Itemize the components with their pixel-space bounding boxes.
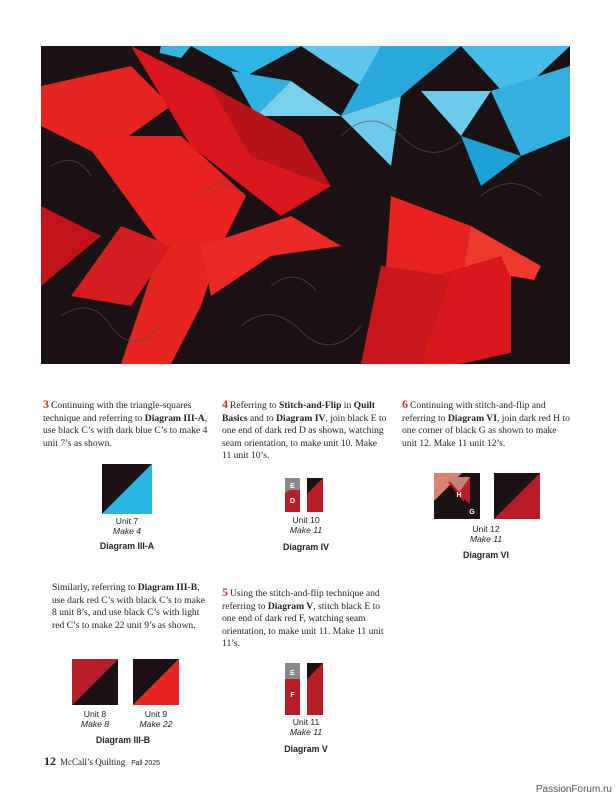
page-footer [44, 754, 160, 769]
magazine-name: McCall’s Quilting [60, 757, 126, 767]
diagram-iv-title: Diagram IV [283, 542, 329, 552]
unit-9-caption: Unit 9 Make 22 [139, 709, 173, 729]
unit-8-block [72, 659, 118, 710]
unit-10-caption: Unit 10 Make 11 [289, 515, 323, 535]
step-6-text: 6 Continuing with stitch-and-flip and referring to Diagram VI, join dark red H to one corner of black G as shown to make unit 12. Make 11 unit 12’s. [402, 397, 570, 449]
label-e: E [290, 483, 295, 490]
step-3b-text: Similarly, referring to Diagram III-B, use dark red C’s with black C’s to make 8 unit 8’s, and use black C’s with light red C’s to make 22 unit 9’s as shown. [52, 582, 205, 631]
diagram-vi-title: Diagram VI [463, 550, 509, 560]
step-4-text: 4 Referring to Stitch-and-Flip in Quilt Basics and to Diagram IV, join black E to one end of dark red D as shown, watching seam orientation, to make unit 10. Make 11 unit 10’s. [222, 397, 387, 462]
step-number: 3 [43, 397, 49, 411]
label-d: D [289, 498, 296, 505]
label-f: F [290, 692, 295, 699]
watermark: PassionForum.ru [535, 784, 612, 795]
unit-11-block [285, 663, 327, 720]
page-number: 12 [44, 754, 56, 768]
step-number: 4 [222, 397, 228, 411]
unit-12-caption: Unit 12 Make 11 [469, 524, 503, 544]
unit-11-caption: Unit 11 Make 11 [289, 717, 323, 737]
unit-7-caption: Unit 7 Make 4 [112, 516, 142, 536]
quilt-photo [41, 46, 570, 364]
step-number: 5 [222, 585, 228, 599]
step-3-text: 3 Continuing with the triangle-squares technique and referring to Diagram III-A, use black C’s with dark blue C’s to make 4 unit 7’s as shown. [43, 397, 208, 449]
unit-8-caption: Unit 8 Make 8 [80, 709, 110, 729]
label-h: H [456, 492, 462, 499]
unit-10-block [285, 478, 327, 517]
diagram-iii-b-title: Diagram III-B [95, 735, 151, 745]
step-number: 6 [402, 397, 408, 411]
diagram-v-title: Diagram V [284, 744, 328, 754]
unit-7-block [102, 464, 152, 519]
label-e: E [290, 670, 295, 677]
step-5-text: 5 Using the stitch-and-flip technique and referring to Diagram V, stitch black E to one end of dark red F, watching seam orientation, to make unit 11. Make 11 unit 11’s. [222, 585, 384, 650]
issue-date: Fall 2025 [131, 760, 161, 767]
unit-9-block [133, 659, 179, 710]
label-g: G [469, 509, 475, 516]
diagram-iii-a-title: Diagram III-A [99, 541, 155, 551]
unit-12-block [434, 468, 540, 525]
